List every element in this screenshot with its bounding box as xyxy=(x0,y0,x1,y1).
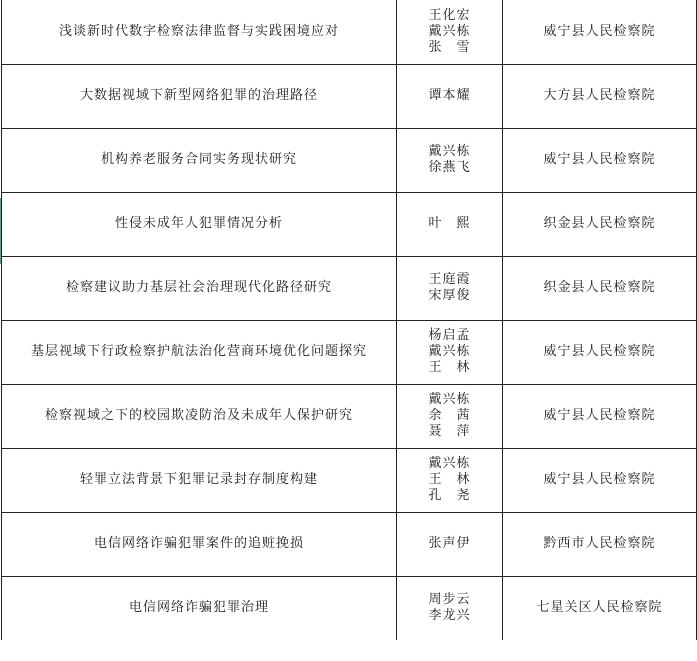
author-name: 谭本耀 xyxy=(428,88,471,103)
author-cell xyxy=(397,0,503,64)
author-name: 周步云 xyxy=(428,592,471,608)
paper-title: 基层视域下行政检察护航法治化营商环境优化问题探究 xyxy=(2,320,397,384)
table-row xyxy=(2,512,697,576)
author-name: 聂 萍 xyxy=(428,424,471,439)
author-cell xyxy=(397,64,503,128)
unit-name: 七星关区人民检察院 xyxy=(503,576,697,640)
author-cell xyxy=(397,576,503,640)
author-name: 王 林 xyxy=(428,360,471,375)
author-name: 王庭霞 xyxy=(428,272,471,287)
paper-title: 检察建议助力基层社会治理现代化路径研究 xyxy=(2,256,397,320)
author-name: 杨启孟 xyxy=(428,328,471,343)
author-name: 叶 熙 xyxy=(428,216,471,231)
author-cell xyxy=(397,384,503,448)
author-name: 戴兴栋 xyxy=(428,392,471,407)
author-name: 孔 尧 xyxy=(428,488,471,503)
author-cell xyxy=(397,320,503,384)
paper-title: 检察视域之下的校园欺凌防治及未成年人保护研究 xyxy=(2,384,397,448)
unit-name: 威宁县人民检察院 xyxy=(503,384,697,448)
papers-table-container xyxy=(1,0,696,661)
author-name: 徐燕飞 xyxy=(428,160,471,175)
paper-title: 性侵未成年人犯罪情况分析 xyxy=(2,192,397,256)
table-row xyxy=(2,384,697,448)
unit-name: 织金县人民检察院 xyxy=(503,192,697,256)
author-cell xyxy=(397,256,503,320)
unit-name: 大方县人民检察院 xyxy=(503,64,697,128)
paper-title: 电信网络诈骗犯罪案件的追赃挽损 xyxy=(2,512,397,576)
table-row xyxy=(2,64,697,128)
table-row xyxy=(2,320,697,384)
unit-name: 威宁县人民检察院 xyxy=(503,320,697,384)
papers-table-body xyxy=(2,0,697,640)
table-row xyxy=(2,448,697,512)
author-name: 戴兴栋 xyxy=(428,144,471,159)
author-name: 宋厚俊 xyxy=(428,288,471,303)
author-name: 戴兴栋 xyxy=(428,23,471,39)
author-name: 李龙兴 xyxy=(428,608,471,624)
paper-title: 机构养老服务合同实务现状研究 xyxy=(2,128,397,192)
author-cell xyxy=(397,128,503,192)
papers-table xyxy=(1,0,697,640)
table-row xyxy=(2,0,697,64)
unit-name: 威宁县人民检察院 xyxy=(503,448,697,512)
unit-name: 黔西市人民检察院 xyxy=(503,512,697,576)
author-name: 张 雪 xyxy=(428,39,471,55)
author-name: 余 茜 xyxy=(428,408,471,423)
unit-name: 织金县人民检察院 xyxy=(503,256,697,320)
unit-name: 威宁县人民检察院 xyxy=(503,128,697,192)
paper-title: 电信网络诈骗犯罪治理 xyxy=(2,576,397,640)
author-name: 王化宏 xyxy=(428,7,471,23)
author-cell xyxy=(397,448,503,512)
paper-title: 轻罪立法背景下犯罪记录封存制度构建 xyxy=(2,448,397,512)
paper-title: 大数据视域下新型网络犯罪的治理路径 xyxy=(2,64,397,128)
table-row xyxy=(2,192,697,256)
table-row xyxy=(2,128,697,192)
author-cell xyxy=(397,192,503,256)
author-name: 戴兴栋 xyxy=(428,456,471,471)
table-row xyxy=(2,256,697,320)
author-name: 张声伊 xyxy=(428,536,471,551)
author-cell xyxy=(397,512,503,576)
table-row xyxy=(2,576,697,640)
unit-name: 威宁县人民检察院 xyxy=(503,0,697,64)
author-name: 王 林 xyxy=(428,472,471,487)
author-name: 戴兴栋 xyxy=(428,344,471,359)
paper-title: 浅谈新时代数字检察法律监督与实践困境应对 xyxy=(2,0,397,64)
